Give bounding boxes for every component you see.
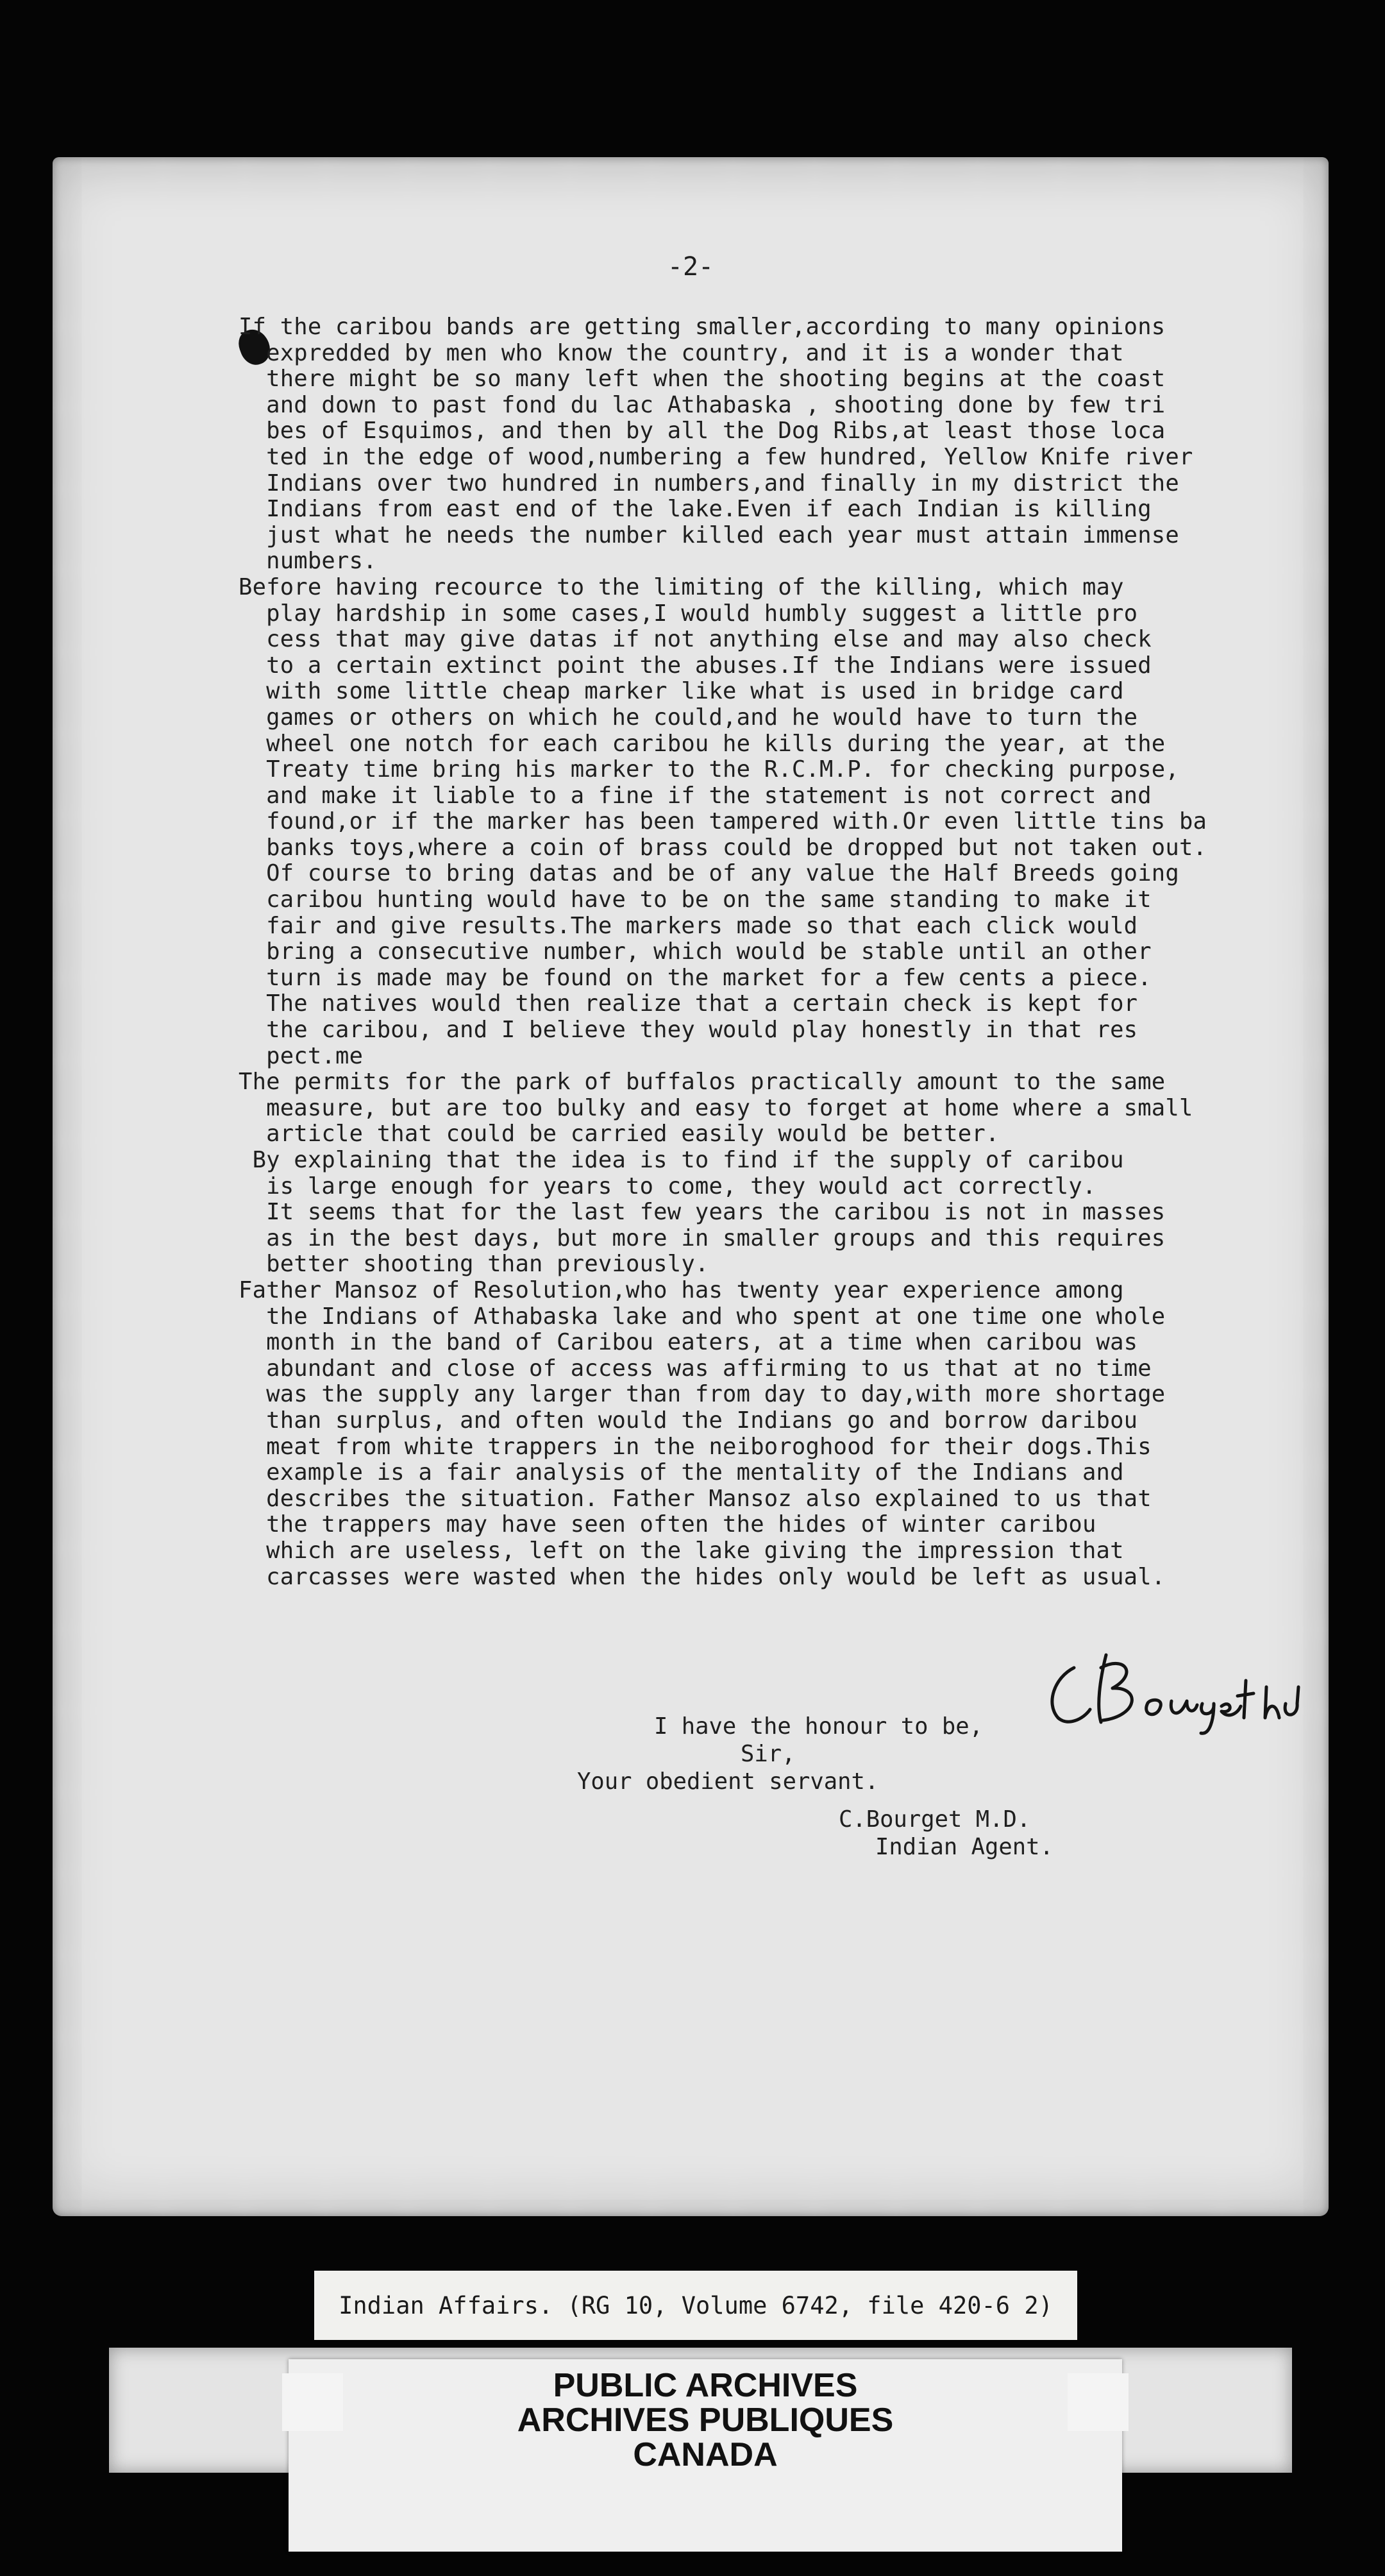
body-line: turn is made may be found on the market for a few cents a piece. [239, 964, 1152, 991]
body-line: as in the best days, but more in smaller groups and this requires [239, 1224, 1166, 1251]
body-line: is large enough for years to come, they would act correctly. [239, 1173, 1096, 1199]
body-line: games or others on which he could,and he would have to turn the [239, 704, 1138, 731]
document-page [53, 157, 1329, 2216]
body-line: the trappers may have seen often the hides of winter caribou [239, 1511, 1096, 1538]
archive-stamp [289, 2368, 1122, 2472]
body-line: the Indians of Athabaska lake and who spent at one time one whole [239, 1303, 1166, 1330]
body-line: The permits for the park of buffalos practically amount to the same [239, 1069, 1166, 1096]
body-line: measure, but are too bulky and easy to forget at home where a small [239, 1094, 1193, 1121]
body-line: describes the situation. Father Mansoz also explained to us that [239, 1485, 1152, 1512]
closing-honour: I have the honour to be, [654, 1713, 983, 1740]
body-line: bring a consecutive number, which would be stable until an other [239, 938, 1152, 965]
body-line: The natives would then realize that a certain check is kept for [239, 990, 1138, 1017]
body-line: article that could be carried easily would be better. [239, 1121, 1000, 1148]
archive-stamp-line-fr: ARCHIVES PUBLIQUES [517, 2402, 894, 2439]
closing-salutation: Sir, [741, 1741, 796, 1767]
body-line: Treaty time bring his marker to the R.C.M.P. for checking purpose, [239, 756, 1179, 783]
body-line: ted in the edge of wood,numbering a few hundred, Yellow Knife river [239, 443, 1193, 470]
body-line: If the caribou bands are getting smaller,according to many opinions [239, 314, 1166, 340]
archive-stamp-line-en: PUBLIC ARCHIVES [553, 2367, 858, 2404]
letter-body [239, 314, 1316, 1590]
reference-label: Indian Affairs. (RG 10, Volume 6742, file 420-6 2) [314, 2271, 1077, 2340]
body-line: Before having recource to the limiting of the killing, which may [239, 573, 1124, 600]
archive-stamp-line-country: CANADA [633, 2436, 778, 2473]
body-line: month in the band of Caribou eaters, at a time when caribou was [239, 1329, 1138, 1356]
handwritten-signature [1029, 1642, 1311, 1738]
body-line: carcasses were wasted when the hides only would be left as usual. [239, 1563, 1166, 1590]
body-line: cess that may give datas if not anything else and may also check [239, 626, 1152, 653]
body-line: fair and give results.The markers made so that each click would [239, 912, 1138, 939]
signatory-name: C.Bourget M.D. [839, 1806, 1031, 1833]
body-line: which are useless, left on the lake giving the impression that [239, 1537, 1124, 1564]
body-line: By explaining that the idea is to find if the supply of caribou [239, 1147, 1124, 1173]
body-line: example is a fair analysis of the mentality of the Indians and [239, 1459, 1124, 1486]
body-line: numbers. [239, 548, 377, 575]
body-line: abundant and close of access was affirming to us that at no time [239, 1355, 1152, 1382]
body-line: with some little cheap marker like what is used in bridge card [239, 678, 1124, 705]
body-line: Of course to bring datas and be of any value the Half Breeds going [239, 860, 1179, 887]
body-line: banks toys,where a coin of brass could be dropped but not taken out. [239, 834, 1207, 861]
body-line: and down to past fond du lac Athabaska , shooting done by few tri [239, 391, 1166, 418]
body-line: the caribou, and I believe they would play honestly in that res [239, 1017, 1138, 1044]
signatory-title: Indian Agent. [875, 1834, 1053, 1860]
body-line: Father Mansoz of Resolution,who has twenty year experience among [239, 1276, 1124, 1303]
body-line: found,or if the marker has been tampered with.Or even little tins ba [239, 808, 1207, 835]
body-line: just what he needs the number killed each year must attain immense [239, 521, 1179, 548]
body-line: expredded by men who know the country, and it is a wonder that [239, 339, 1124, 366]
body-line: Indians from east end of the lake.Even if each Indian is killing [239, 496, 1152, 523]
body-line: to a certain extinct point the abuses.If the Indians were issued [239, 652, 1152, 679]
body-line: was the supply any larger than from day to day,with more shortage [239, 1381, 1166, 1408]
closing-servant: Your obedient servant. [577, 1768, 879, 1795]
body-line: caribou hunting would have to be on the same standing to make it [239, 886, 1152, 913]
body-line: Indians over two hundred in numbers,and finally in my district the [239, 470, 1179, 496]
page-number: -2- [667, 252, 714, 282]
body-line: wheel one notch for each caribou he kills during the year, at the [239, 730, 1166, 757]
body-line: pect.me [239, 1042, 364, 1069]
body-line: meat from white trappers in the neiboroghood for their dogs.This [239, 1433, 1152, 1460]
body-line: It seems that for the last few years the caribou is not in masses [239, 1199, 1166, 1226]
body-line: there might be so many left when the shooting begins at the coast [239, 366, 1166, 393]
body-line: than surplus, and often would the Indians go and borrow daribou [239, 1407, 1138, 1434]
body-line: and make it liable to a fine if the statement is not correct and [239, 782, 1152, 809]
body-line: play hardship in some cases,I would humbly suggest a little pro [239, 600, 1138, 627]
body-line: bes of Esquimos, and then by all the Dog Ribs,at least those loca [239, 418, 1166, 445]
body-line: better shooting than previously. [239, 1251, 709, 1278]
